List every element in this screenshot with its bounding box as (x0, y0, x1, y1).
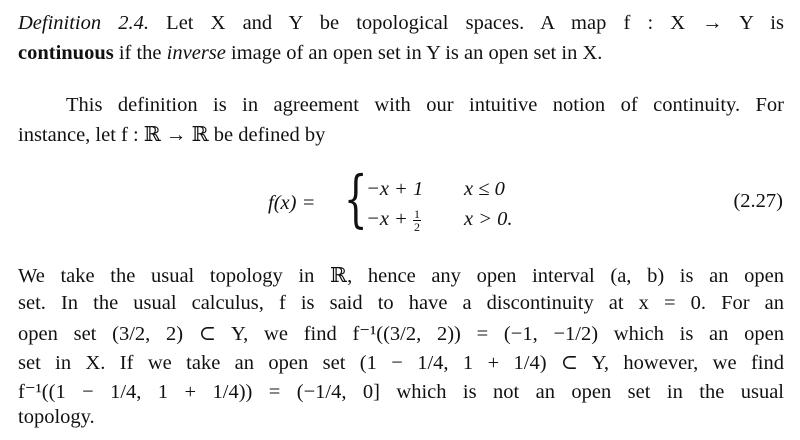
definition-line-1 (18, 12, 784, 35)
definition-emphasis: inverse (166, 42, 226, 64)
paragraph-3-line-6: topology. (18, 406, 95, 428)
definition-line-2-a: if the (113, 42, 167, 64)
paragraph-3-line-3: open set (3/2, 2) ⊂ Y, we find f⁻¹((3/2, 2)) = (−1, −1/2) which is an open (18, 323, 784, 345)
case-2-expression-text: −x + (366, 208, 408, 231)
definition-line-1-text: Let X and Y be topological spaces. A map f : X → Y is (149, 12, 784, 34)
definition-label: Definition 2.4. (18, 12, 150, 34)
one-half-fraction (413, 208, 421, 233)
case-1-expression: −x + 1 (366, 178, 424, 200)
fraction-denominator: 2 (414, 220, 421, 234)
paragraph-3-line-2: set. In the usual calculus, f is said to have a discontinuity at x = 0. For an (18, 292, 784, 314)
case-1-condition: x ≤ 0 (464, 178, 505, 200)
definition-line-2 (18, 42, 602, 65)
case-2-condition: x > 0. (464, 208, 513, 230)
equation-lhs: f(x) = (268, 192, 316, 214)
paragraph-2-line-2: instance, let f : ℝ → ℝ be defined by (18, 124, 326, 146)
paragraph-3-line-4: set in X. If we take an open set (1 − 1/4, 1 + 1/4) ⊂ Y, however, we find (18, 352, 784, 374)
paragraph-3-line-1: We take the usual topology in ℝ, hence any open interval (a, b) is an open (18, 265, 784, 287)
case-2-expression (366, 208, 421, 233)
paragraph-2-line-1: This definition is in agreement with our intuitive notion of continuity. For (66, 94, 784, 116)
fraction-numerator: 1 (414, 207, 421, 221)
equation-brace: { (343, 162, 368, 235)
definition-line-2-b: image of an open set in Y is an open set in X. (225, 42, 603, 64)
equation-number: (2.27) (733, 190, 783, 212)
definition-term: continuous (18, 42, 114, 64)
paragraph-3-line-5: f⁻¹((1 − 1/4, 1 + 1/4)) = (−1/4, 0] which is not an open set in the usual (18, 381, 784, 403)
